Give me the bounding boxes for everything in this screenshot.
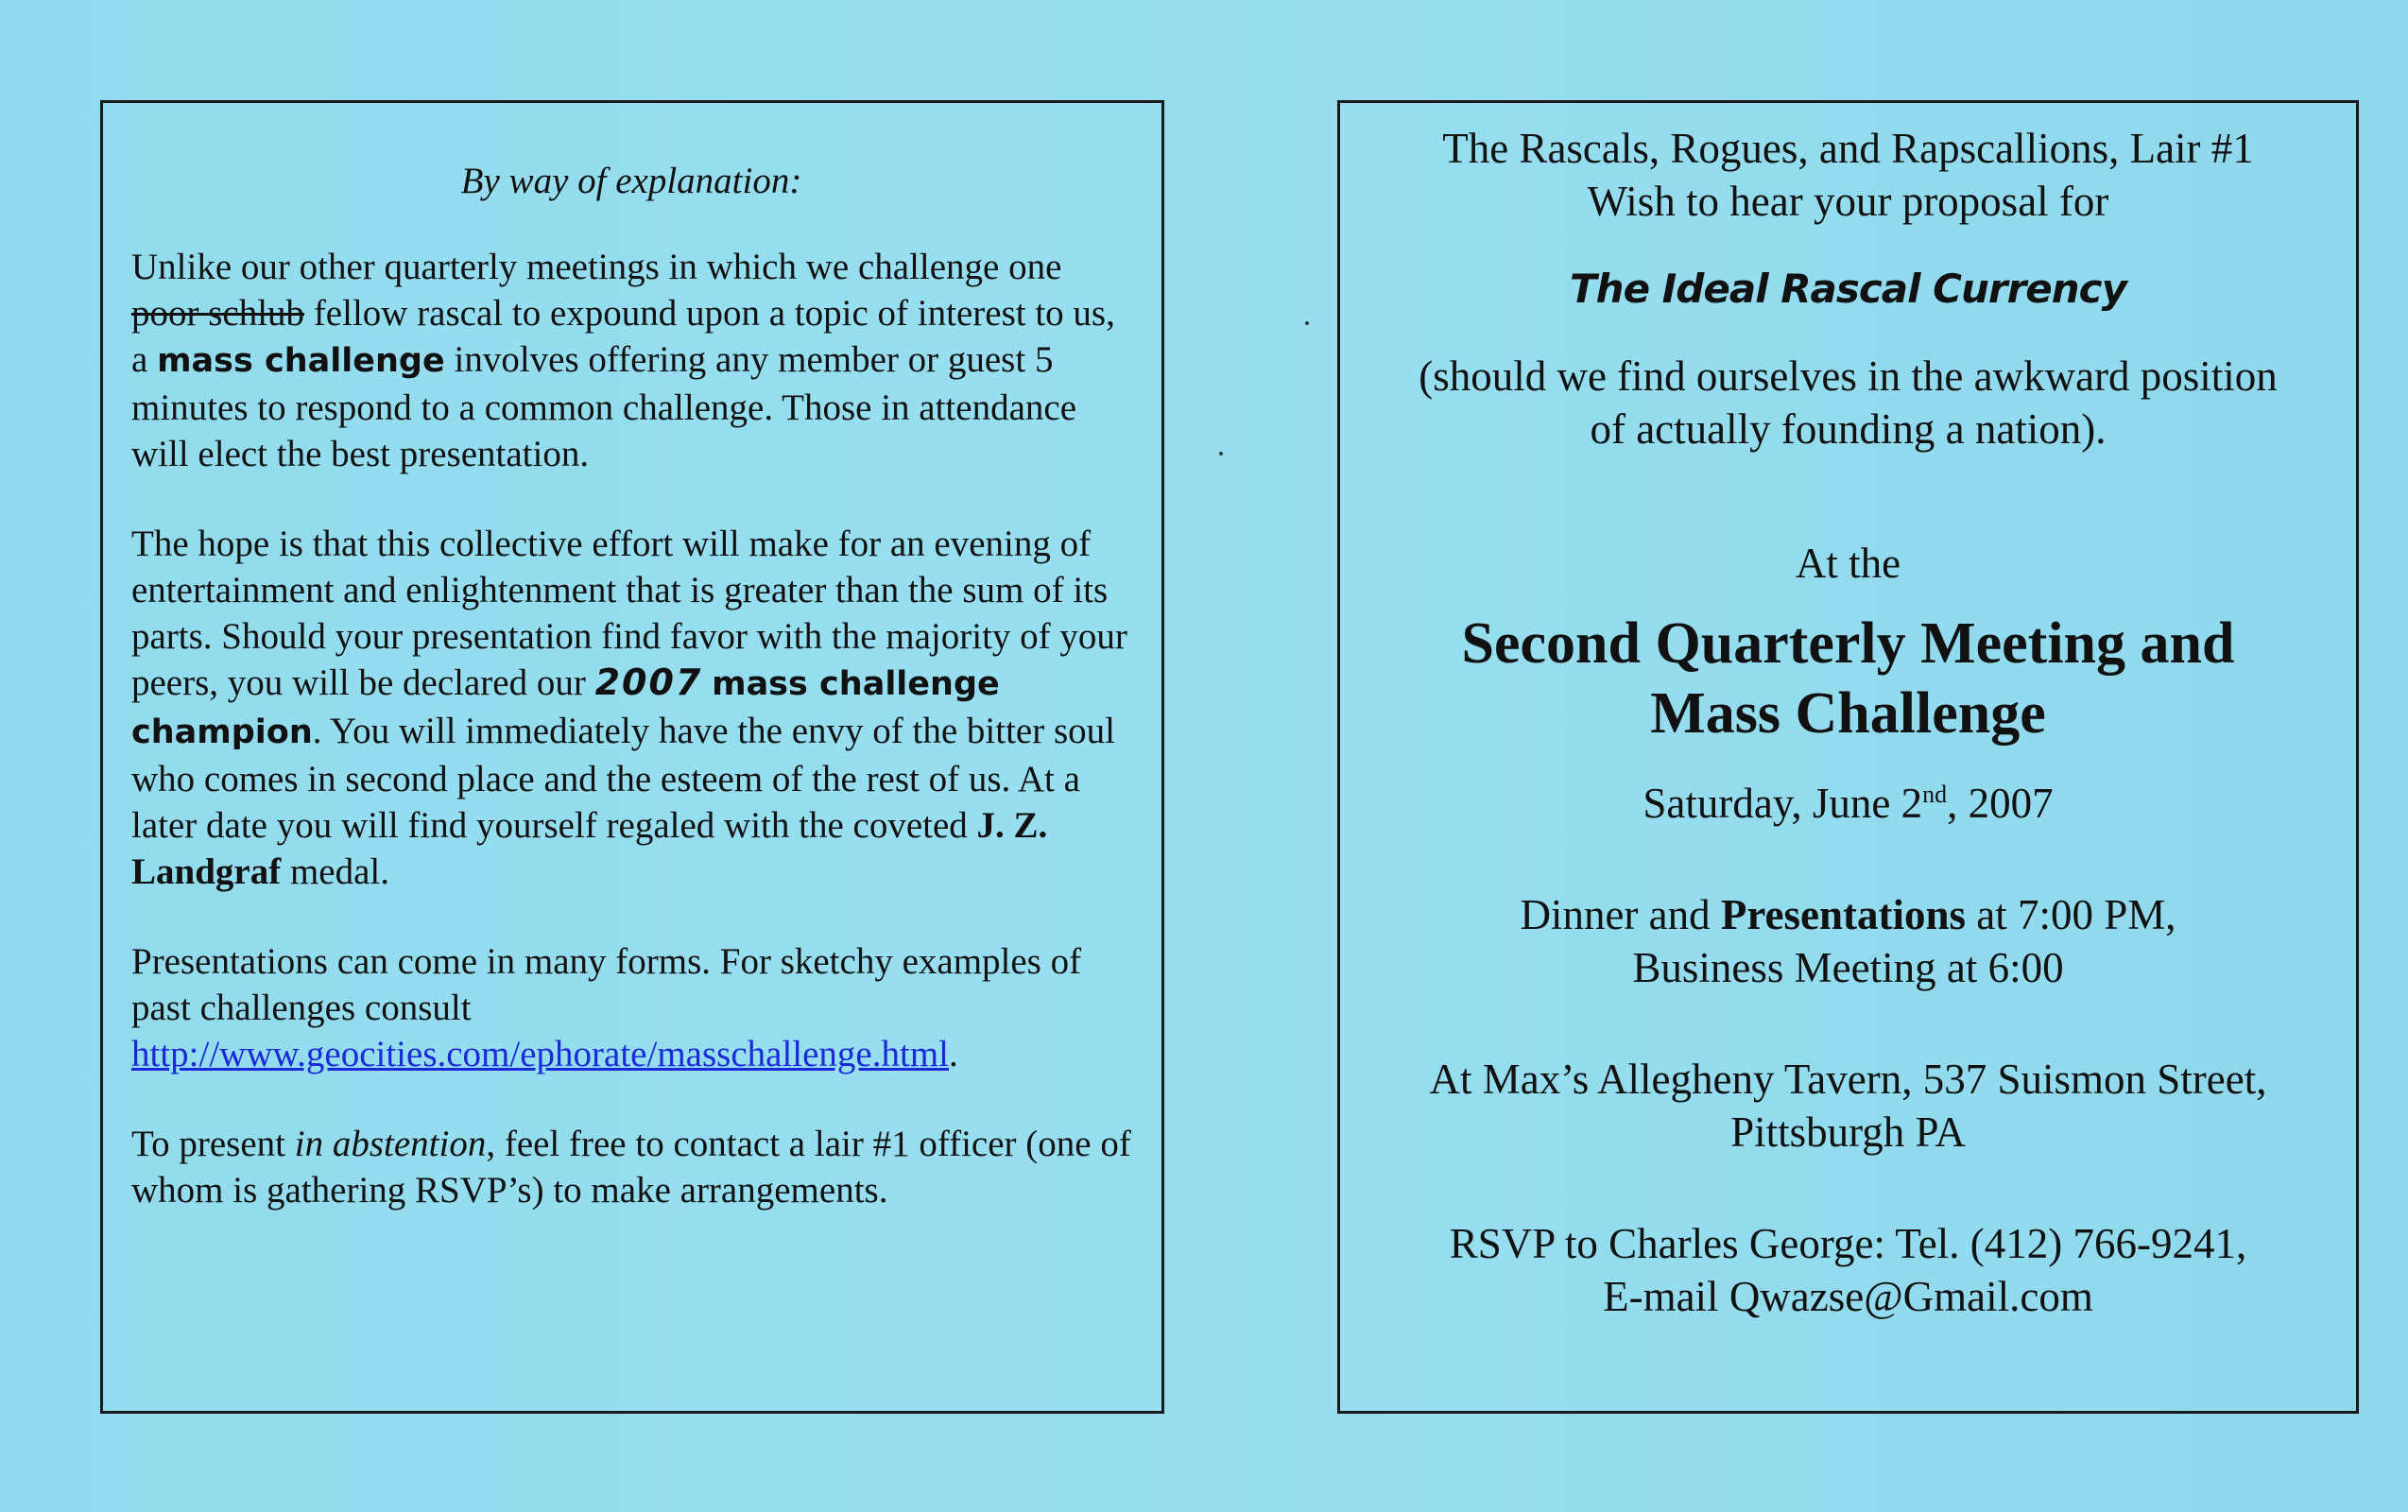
- para4-text-1: To present: [131, 1124, 295, 1164]
- meeting-title-line-2: Mass Challenge: [1650, 681, 2046, 746]
- date-year: , 2007: [1947, 780, 2054, 827]
- rsvp-line-1: RSVP to Charles George: Tel. (412) 766-9241,: [1449, 1220, 2247, 1267]
- para2-text-1: The hope is that this collective effort will make for an evening of entertainment and enlightenment that is greater than the sum of its parts. Should your presentation find favor with the majority of your peers, you will be declared our: [131, 524, 1127, 703]
- mass-challenge-emphasis: mass challenge: [157, 342, 445, 380]
- explanation-heading: By way of explanation:: [460, 161, 802, 201]
- meeting-date: [1353, 777, 2343, 830]
- medal-name: J. Z. Landgraf: [131, 805, 1048, 892]
- champion-year: 2007: [594, 662, 703, 703]
- date-ordinal: nd: [1922, 781, 1948, 808]
- para3-text-1: Presentations can come in many forms. For sketchy examples of past challenges consult: [131, 941, 1082, 1028]
- host-line: The Rascals, Rogues, and Rapscallions, Lair #1: [1442, 125, 2254, 172]
- champion-title: mass challenge champion: [131, 665, 1000, 751]
- proposal-line: Wish to hear your proposal for: [1587, 178, 2109, 225]
- struck-text: poor schlub: [131, 293, 305, 334]
- para2-text-2: . You will immediately have the envy of the bitter soul who comes in second place and the esteem of the rest of us. At a later date you will find yourself regaled with the coveted: [131, 711, 1115, 846]
- meeting-title: [1353, 609, 2343, 748]
- abstention-italic: in abstention: [294, 1124, 487, 1164]
- para-presentations: [131, 938, 1131, 1077]
- stray-mark: [1219, 452, 1223, 455]
- para-abstention: [131, 1121, 1131, 1213]
- currency-title: The Ideal Rascal Currency: [1570, 266, 2126, 312]
- para4-text-2: , feel free to contact a lair #1 officer (one of whom is gathering RSVP’s) to make arrangements.: [131, 1124, 1131, 1211]
- para1-text-2: fellow rascal to expound upon a topic of interest to us, a: [131, 293, 1115, 380]
- venue-line-1: At Max’s Allegheny Tavern, 537 Suismon Street,: [1429, 1056, 2267, 1103]
- date-text: Saturday, June 2: [1643, 780, 1923, 827]
- presentations-bold: Presentations: [1720, 891, 1967, 938]
- explanation-panel: [100, 100, 1164, 1414]
- para2-text-3: medal.: [281, 851, 389, 892]
- para3-text-2: .: [949, 1034, 958, 1074]
- para-hope: [131, 521, 1131, 895]
- mass-challenge-link[interactable]: http://www.geocities.com/ephorate/masschallenge.html: [131, 1034, 949, 1074]
- invitation-panel: [1337, 100, 2359, 1414]
- meeting-title-line-1: Second Quarterly Meeting and: [1461, 611, 2235, 676]
- venue-line-2: Pittsburgh PA: [1730, 1108, 1966, 1156]
- stray-mark: [1305, 321, 1309, 325]
- dinner-time: at 7:00 PM,: [1966, 891, 2176, 938]
- para1-text-3: involves offering any member or guest 5 minutes to respond to a common challenge. Those in attendance will elect the best presentation.: [131, 339, 1077, 474]
- dinner-pre: Dinner and: [1520, 891, 1721, 938]
- rsvp-line-2: E-mail Qwazse@Gmail.com: [1603, 1273, 2093, 1320]
- para-mass-challenge: [131, 244, 1131, 477]
- para1-text-1: Unlike our other quarterly meetings in which we challenge one: [131, 247, 1062, 287]
- at-the: At the: [1795, 540, 1901, 587]
- business-line: Business Meeting at 6:00: [1632, 944, 2064, 991]
- paren-line-1: (should we find ourselves in the awkward position: [1419, 352, 2278, 400]
- paren-line-2: of actually founding a nation).: [1590, 405, 2107, 453]
- dinner-line: [1353, 888, 2343, 941]
